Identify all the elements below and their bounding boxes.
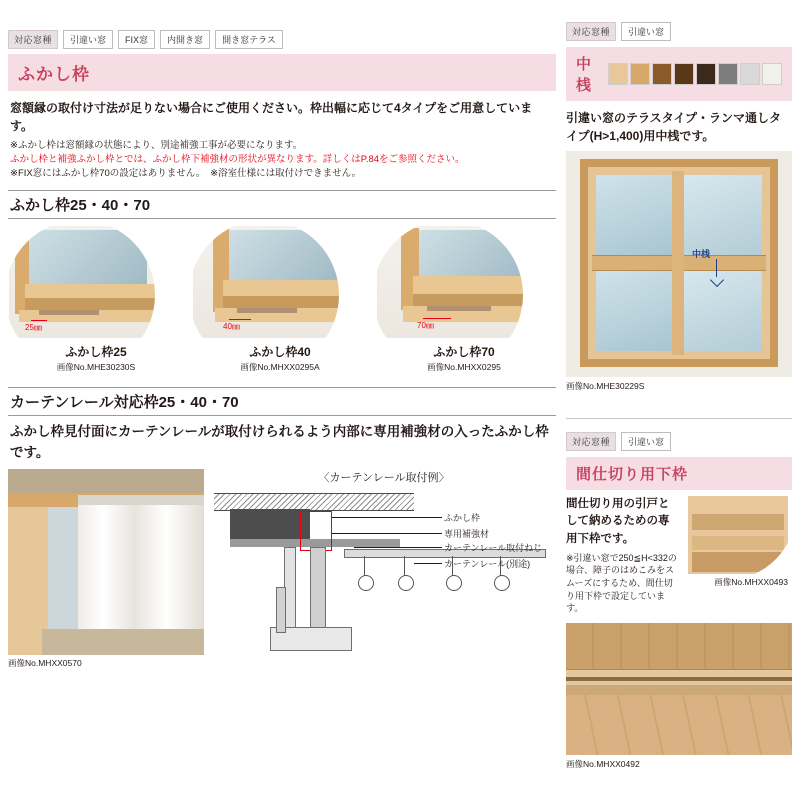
photo-fukashiwaku-40 bbox=[192, 225, 370, 339]
section-title-majikiri: 間仕切り用下枠 bbox=[576, 466, 689, 483]
majikiri-top-row bbox=[566, 496, 792, 615]
lead-text: 窓額縁の取付け寸法が足りない場合にご使用ください。枠出幅に応じて4タイプをご用意しています。 bbox=[10, 101, 533, 133]
note-3: ※FIX窓にはふかし枠70の設定はありません。 ※浴室仕様には取付けできません。 bbox=[10, 167, 362, 179]
photo-fukashiwaku-25 bbox=[8, 225, 186, 339]
right-bottom-tag-row bbox=[566, 432, 792, 451]
tag-chip-hikichigai: 引違い窓 bbox=[621, 22, 671, 41]
diagram-title: 〈カーテンレール取付例〉 bbox=[318, 471, 450, 484]
notes-block bbox=[10, 139, 554, 180]
note-1: ※ふかし枠は窓額縁の状態により、別途補強工事が必要になります。 bbox=[10, 140, 303, 151]
tag-chip-hikichigai: 引違い窓 bbox=[63, 30, 113, 49]
right-column-bottom bbox=[566, 432, 792, 770]
nakazan-callout-label: 中桟 bbox=[692, 249, 711, 259]
photo-nakazan bbox=[566, 151, 792, 377]
tag-chip-hikichigai: 引違い窓 bbox=[621, 432, 671, 451]
caption-25: ふかし枠25 bbox=[65, 345, 127, 360]
diagram-label-rail: カーテンレール(別途) bbox=[444, 558, 531, 569]
tag-label: 対応窓種 bbox=[566, 432, 616, 451]
diagram-curtain-rail bbox=[214, 487, 554, 673]
section-title-nakazan: 中桟 bbox=[576, 56, 593, 94]
swatch-4 bbox=[696, 63, 716, 85]
dimension-70: 70㎜ bbox=[417, 321, 434, 331]
dimension-40: 40㎜ bbox=[223, 322, 240, 332]
majikiri-note: ※引違い窓で250≦H<332の場合、障子のはめこみをスムーズにするため、間仕切り用下枠で設定しています。 bbox=[566, 552, 677, 614]
image-no-40: 画像No.MHXX0295A bbox=[240, 362, 320, 373]
caption-40: ふかし枠40 bbox=[249, 345, 311, 360]
curtain-rail-photo-wrap bbox=[8, 469, 204, 673]
image-no-majikiri-detail: 画像No.MHXX0493 bbox=[714, 577, 788, 587]
dimension-25: 25㎜ bbox=[25, 323, 42, 333]
note-2: ふかし枠と補強ふかし枠とでは、ふかし枠下補強材の形状が異なります。詳しくはP.84をご参照ください。 bbox=[10, 153, 465, 165]
nakazan-text: 引違い窓のテラスタイプ・ランマ通しタイプ(H>1,400)用中桟です。 bbox=[566, 111, 782, 143]
swatch-2 bbox=[652, 63, 672, 85]
majikiri-small-photo-wrap bbox=[688, 496, 788, 615]
section-title-bar-nakazan bbox=[566, 47, 792, 101]
tag-label: 対応窓種 bbox=[8, 30, 58, 49]
diagram-label-hokyouzai: 専用補強材 bbox=[444, 528, 490, 539]
right-column-top bbox=[566, 22, 792, 392]
image-no-majikiri-floor: 画像No.MHXX0492 bbox=[566, 758, 640, 769]
tag-chip-hirakimado: 開き窓テラス bbox=[215, 30, 283, 49]
photo-curtain-rail bbox=[8, 469, 204, 655]
subsection-2-heading: カーテンレール対応枠25・40・70 bbox=[8, 387, 556, 416]
swatch-5 bbox=[718, 63, 738, 85]
photo-majikiri-floor bbox=[566, 623, 792, 755]
image-no-nakazan: 画像No.MHE30229S bbox=[566, 381, 645, 391]
right-divider bbox=[566, 418, 792, 419]
subsection-1-heading-wrap bbox=[8, 190, 556, 219]
photo-majikiri-detail bbox=[688, 496, 788, 574]
swatch-0 bbox=[608, 63, 628, 85]
image-no-curtain-photo: 画像No.MHXX0570 bbox=[8, 657, 82, 668]
tag-label: 対応窓種 bbox=[566, 22, 616, 41]
swatch-1 bbox=[630, 63, 650, 85]
section-title-bar-fukashiwaku bbox=[8, 54, 556, 91]
majikiri-text: 間仕切り用の引戸として納めるための専用下枠です。 bbox=[566, 498, 670, 545]
caption-70: ふかし枠70 bbox=[433, 345, 495, 360]
swatch-7 bbox=[762, 63, 782, 85]
image-no-70: 画像No.MHXX0295 bbox=[427, 362, 501, 373]
photo-fukashiwaku-70 bbox=[376, 225, 554, 339]
curtain-rail-section bbox=[8, 387, 556, 673]
right-top-tag-row bbox=[566, 22, 792, 41]
curtain-rail-diagram-wrap bbox=[214, 469, 554, 673]
tag-chip-fix: FIX窓 bbox=[118, 30, 155, 49]
photo-cell-40 bbox=[192, 225, 368, 373]
page-title: ふかし枠 bbox=[18, 65, 90, 84]
image-no-25: 画像No.MHE30230S bbox=[56, 362, 136, 373]
photo-cell-25 bbox=[8, 225, 184, 373]
left-column bbox=[8, 30, 556, 673]
swatch-6 bbox=[740, 63, 760, 85]
diagram-label-fukashiwaku: ふかし枠 bbox=[444, 512, 481, 523]
swatch-3 bbox=[674, 63, 694, 85]
photo-cell-70 bbox=[376, 225, 552, 373]
subsection-2-heading-wrap bbox=[8, 387, 556, 416]
subsection-1-heading: ふかし枠25・40・70 bbox=[8, 190, 556, 219]
diagram-label-screw: カーテンレール取付ねじ bbox=[444, 542, 543, 553]
color-swatches bbox=[608, 63, 782, 85]
curtain-rail-row bbox=[8, 469, 556, 673]
tag-chip-uchibiraki: 内開き窓 bbox=[160, 30, 210, 49]
section-title-bar-majikiri bbox=[566, 457, 792, 490]
left-tag-row bbox=[8, 30, 556, 49]
fukashiwaku-photo-row bbox=[8, 225, 556, 373]
curtain-rail-lead: ふかし枠見付面にカーテンレールが取付けられるよう内部に専用補強材の入ったふかし枠です。 bbox=[10, 424, 549, 460]
